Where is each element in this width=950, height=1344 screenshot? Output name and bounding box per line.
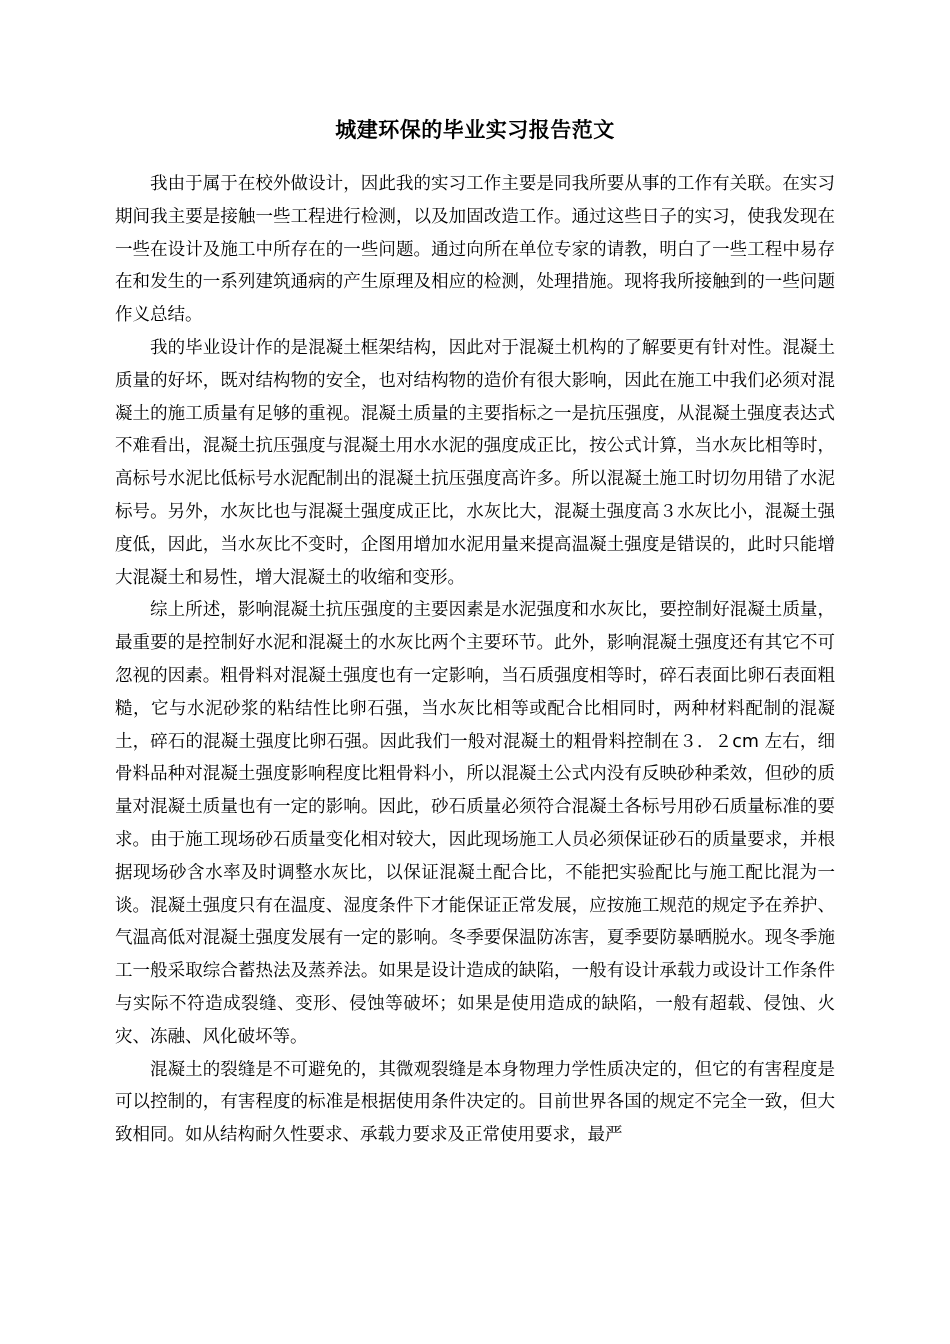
document-body xyxy=(115,168,835,1152)
paragraph-2: 我的毕业设计作的是混凝土框架结构，因此对于混凝土机构的了解要更有针对性。混凝土质量的好坏，既对结构物的安全，也对结构物的造价有很大影响，因此在施工中我们必须对混凝土的施工质量有足够的重视。混凝土质量的主要指标之一是抗压强度，从混凝土强度表达式不难看出，混凝土抗压强度与混凝土用水水泥的强度成正比，按公式计算，当水灰比相等时，高标号水泥比低标号水泥配制出的混凝土抗压强度高许多。所以混凝土施工时切勿用错了水泥标号。另外，水灰比也与混凝土强度成正比，水灰比大，混凝土强度高３水灰比小，混凝土强度低，因此，当水灰比不变时，企图用增加水泥用量来提高温凝土强度是错误的，此时只能增大混凝土和易性，增大混凝土的收缩和变形。 xyxy=(115,337,835,588)
paragraph-4: 混凝土的裂缝是不可避免的，其微观裂缝是本身物理力学性质决定的，但它的有害程度是可以控制的，有害程度的标准是根据使用条件决定的。目前世界各国的规定不完全一致，但大致相同。如从结构耐久性要求、承载力要求及正常使用要求，最严 xyxy=(115,1059,835,1146)
paragraph-3: 综上所述，影响混凝土抗压强度的主要因素是水泥强度和水灰比，要控制好混凝土质量，最重要的是控制好水泥和混凝土的水灰比两个主要环节。此外，影响混凝土强度还有其它不可忽视的因素。粗骨料对混凝土强度也有一定影响，当石质强度相等时，碎石表面比卵石表面粗糙，它与水泥砂浆的粘结性比卵石强，当水灰比相等或配合比相同时，两种材料配制的混凝土，碎石的混凝土强度比卵石强。因此我们一般对混凝土的粗骨料控制在３．２cm 左右，细骨料品种对混凝土强度影响程度比粗骨料小，所以混凝土公式内没有反映砂种柔效，但砂的质量对混凝土质量也有一定的影响。因此，砂石质量必须符合混凝土各标号用砂石质量标准的要求。由于施工现场砂石质量变化相对较大，因此现场施工人员必须保证砂石的质量要求，并根据现场砂含水率及时调整水灰比，以保证混凝土配合比，不能把实验配比与施工配比混为一谈。混凝土强度只有在温度、湿度条件下才能保证正常发展，应按施工规范的规定予在养护、气温高低对混凝土强度发展有一定的影响。冬季要保温防冻害，夏季要防暴晒脱水。现冬季施工一般采取综合蓄热法及蒸养法。如果是设计造成的缺陷，一般有设计承载力或设计工作条件与实际不符造成裂缝、变形、侵蚀等破坏；如果是使用造成的缺陷，一般有超载、侵蚀、火灾、冻融、风化破坏等。 xyxy=(115,600,835,1047)
paragraph-1: 我由于属于在校外做设计，因此我的实习工作主要是同我所要从事的工作有关联。在实习期间我主要是接触一些工程进行检测，以及加固改造工作。通过这些日子的实习，使我发现在一些在设计及施工中所存在的一些问题。通过向所在单位专家的请教，明白了一些工程中易存在和发生的一系列建筑通病的产生原理及相应的检测，处理措施。现将我所接触到的一些问题作义总结。 xyxy=(115,174,835,326)
document-title: 城建环保的毕业实习报告范文 xyxy=(335,118,615,142)
